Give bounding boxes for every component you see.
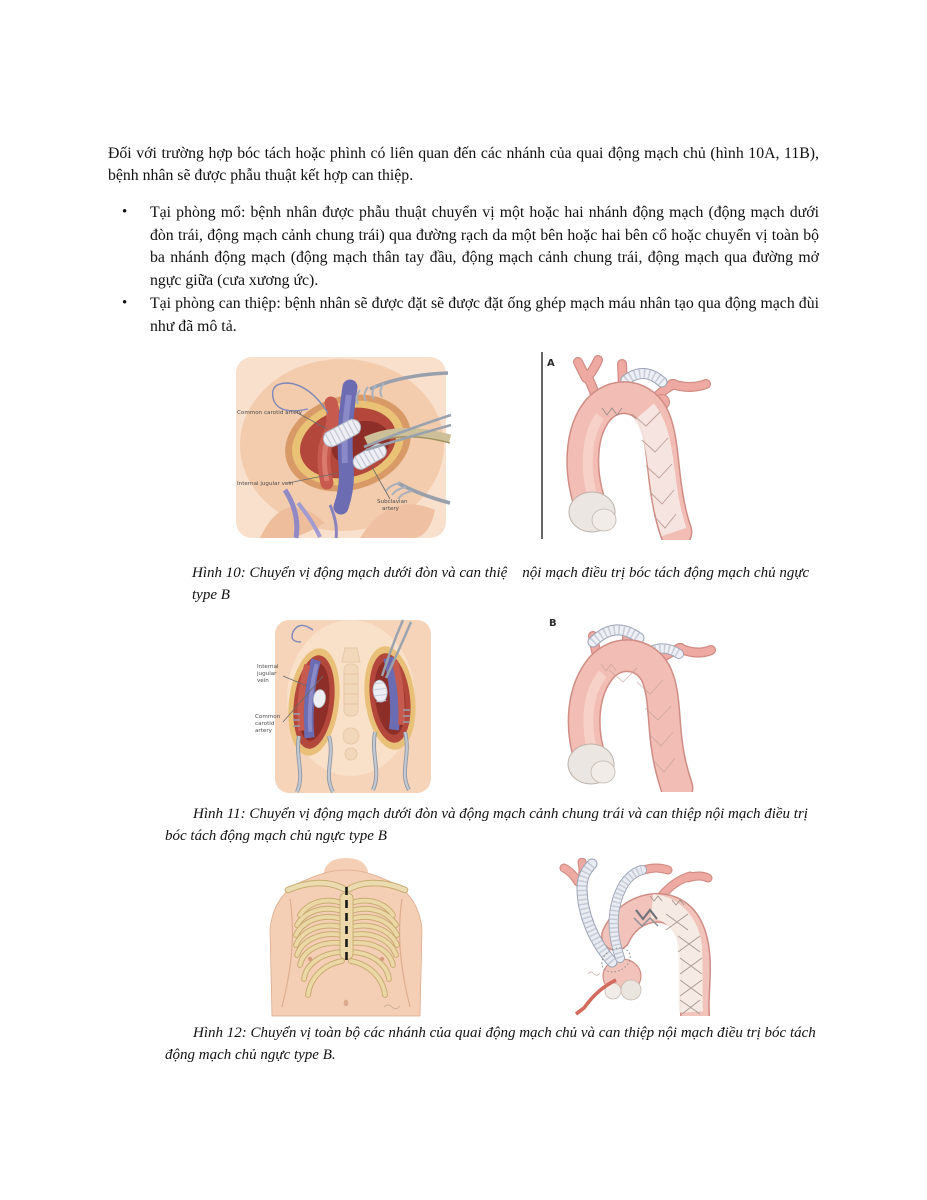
internal-jugular-label-line1: Internal (257, 664, 279, 670)
common-carotid-label-line1: Common (255, 714, 281, 720)
bullet-marker: • (122, 295, 128, 312)
bullet-item-intervention-room (122, 293, 819, 338)
figure-11-aorta-illustration (543, 612, 727, 792)
subclavian-label-line1: Subclavian (377, 499, 408, 505)
internal-jugular-label-line2: jugular (257, 671, 277, 677)
figure-12-torso-illustration (258, 855, 434, 1017)
intro-paragraph: Đối với trường hợp bóc tách hoặc phình có liên quan đến các nhánh của quai động mạch chủ (hình 10A, 11B), bệnh nhân sẽ được phẫu thuật kết hợp can thiệp. (108, 145, 819, 185)
internal-jugular-label-line3: vein (257, 678, 269, 684)
panel-letter-a: A (547, 358, 555, 369)
caption-figure-10: Hình 10: Chuyển vị động mạch dưới đòn và can thiệ nội mạch điều trị bóc tách động mạch chủ ngực type B (192, 565, 813, 603)
bullet-list (122, 202, 819, 340)
figure-10-surgical-illustration (230, 355, 452, 540)
common-carotid-label-line3: artery (255, 728, 272, 734)
caption-figure-12: Hình 12: Chuyển vị toàn bộ các nhánh của quai động mạch chủ và can thiệp nội mạch điều trị bóc tách động mạch chủ ngực type B. (165, 1025, 820, 1063)
figure-11-surgical-illustration (253, 618, 450, 795)
bullet-marker: • (122, 204, 128, 220)
caption-figure-11: Hình 11: Chuyển vị động mạch dưới đòn và động mạch cảnh chung trái và can thiệp nội mạch điều trị bóc tách động mạch chủ ngực type B (165, 806, 812, 844)
figure-10-aorta-illustration (540, 352, 728, 540)
carotid-subclavian-graft-shape (626, 373, 662, 382)
internal-jugular-label: Internal jugular vein (237, 481, 294, 487)
common-carotid-label: Common carotid artery (237, 410, 303, 416)
figure-12-aorta-illustration (532, 858, 718, 1016)
bullet-text: Tại phòng mổ: bệnh nhân được phẫu thuật chuyển vị một hoặc hai nhánh động mạch (động mạch dưới đòn trái, động mạch cảnh chung trái) qua đường rạch da một bên hoặc hai bên cổ hoặc chuyển vị toàn bộ ba nhánh động mạch (động mạch thân tay đầu, động mạch cảnh chung trái, động mạch qua đường mở ngực giữa (cưa xương ức). (150, 204, 819, 289)
navel-shape (344, 1000, 349, 1007)
subclavian-label-line2: artery (382, 506, 399, 512)
panel-letter-b: B (549, 618, 557, 629)
artist-signature (588, 972, 600, 975)
bullet-text: Tại phòng can thiệp: bệnh nhân sẽ được đặt sẽ được đặt ống ghép mạch máu nhân tạo qua động mạch đùi như đã mô tả. (150, 295, 819, 335)
bullet-item-operating-room (122, 202, 819, 292)
common-carotid-label-line2: carotid (255, 721, 275, 727)
